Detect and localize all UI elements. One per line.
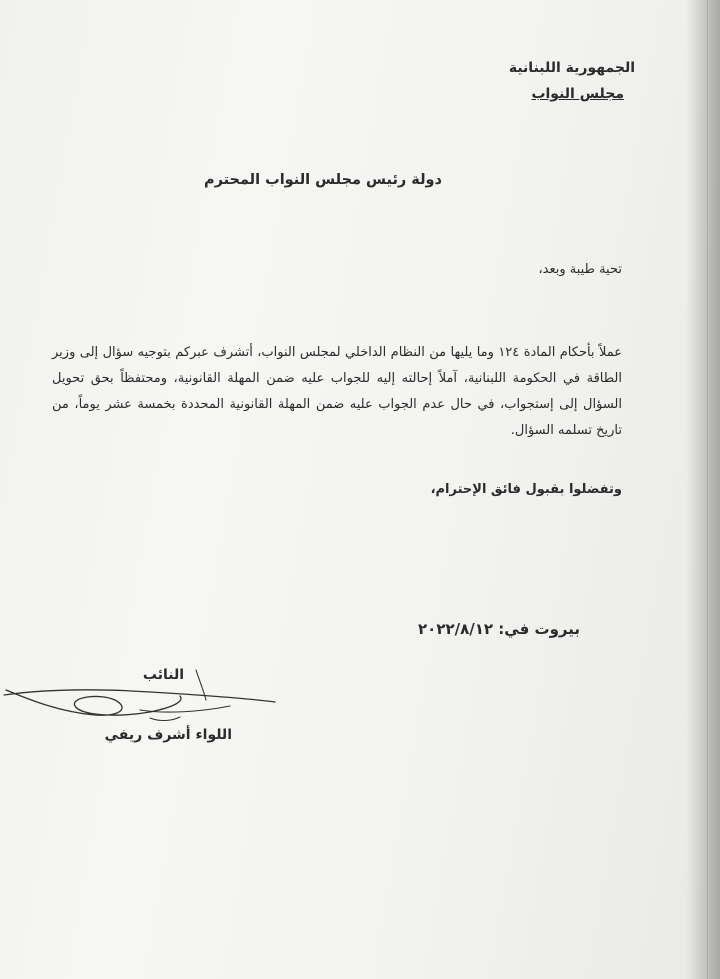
page-edge-shadow: [686, 0, 720, 979]
page-edge-line: [707, 0, 708, 979]
letter-closing: وتفضلوا بقبول فائق الإحترام،: [430, 482, 622, 497]
letter-body: عملاً بأحكام المادة ١٢٤ وما يليها من النظام الداخلي لمجلس النواب، أتشرف عبركم بتوجيه سؤال إلى وزير الطاقة في الحكومة اللبنانية، آملاً إحالته إليه للجواب عليه ضمن المهلة القانونية، ومحتفظاً بحق تحويل السؤال إلى إستجواب، في حال عدم الجواب عليه ضمن المهلة القانونية المحددة بخمسة عشر يوماً، من تاريخ تسلمه السؤال.: [52, 345, 622, 438]
signatory-name: اللواء أشرف ريفي: [104, 727, 232, 743]
header-institution: مجلس النواب: [531, 86, 624, 102]
letter-addressee: دولة رئيس مجلس النواب المحترم: [203, 172, 442, 188]
letter-date: بيروت في: ٢٠٢٢/٨/١٢: [418, 620, 580, 638]
header-republic: الجمهورية اللبنانية: [508, 60, 635, 76]
letter-greeting: تحية طيبة وبعد،: [538, 262, 622, 277]
signature-title: النائب: [142, 667, 184, 683]
